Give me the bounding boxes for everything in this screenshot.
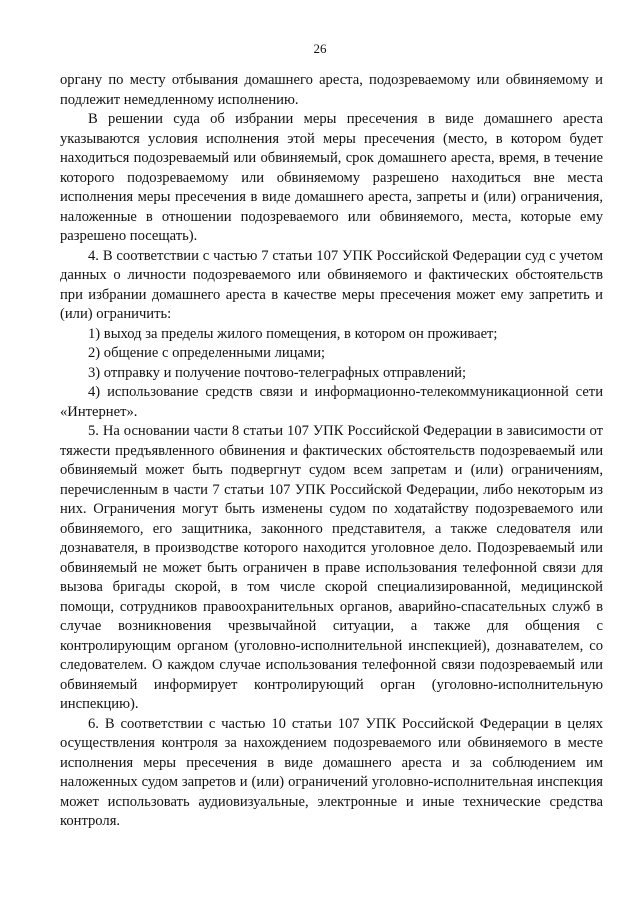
paragraph-4-restrictions: 4. В соответствии с частью 7 статьи 107 УПК Российской Федерации суд с учетом данных о личности подозреваемого или обвиняемого и фактических обстоятельств при избрании домашнего ареста в качестве меры пресечения может ему запретить и (или) ограничить: [60,247,603,322]
paragraph-continuation: органу по месту отбывания домашнего ареста, подозреваемому или обвиняемому и подлежит немедленному исполнению. [60,72,603,108]
list-item-2: 2) общение с определенными лицами; [88,345,326,361]
paragraph-court-decision-conditions: В решении суда об избрании меры пресечения в виде домашнего ареста указываются условия исполнения этой меры пресечения (место, в котором будет находиться подозреваемый или обвиняемый, срок домашнего ареста, время, в течение которого подозреваемому или обвиняемому разрешено находиться вне места исполнения меры пресечения в виде домашнего ареста, запреты и (или) ограничения, наложенные в отношении подозреваемого или обвиняемого, места, которые ему разрешено посещать). [60,111,603,244]
paragraph-5: 5. На основании части 8 статьи 107 УПК Российской Федерации в зависимости от тяжести предъявленного обвинения и фактических обстоятельств подозреваемый или обвиняемый может быть подвергнут судом всем запретам и (или) ограничениям, перечисленным в части 7 статьи 107 УПК Российской Федерации, либо некоторым из них. Ограничения могут быть изменены судом по ходатайству подозреваемого или обвиняемого, его защитника, законного представителя, а также следователя или дознавателя, в производстве которого находится уголовное дело. Подозреваемый или обвиняемый не может быть ограничен в праве использования телефонной связи для вызова бригады скорой, в том числе скорой специализированной, медицинской помощи, сотрудников правоохранительных органов, аварийно-спасательных служб в случае возникновения чрезвычайной ситуации, а также для общения с контролирующим органом (уголовно-исполнительной инспекцией), дознавателем, со следователем. О каждом случае использования телефонной связи подозреваемый или обвиняемый информирует контролирующий орган (уголовно-исполнительную инспекцию). [60,423,603,712]
paragraph-6: 6. В соответствии с частью 10 статьи 107 УПК Российской Федерации в целях осуществления контроля за нахождением подозреваемого или обвиняемого в месте исполнения меры пресечения в виде домашнего ареста и за соблюдением им наложенных судом запретов и (или) ограничений уголовно-исполнительная инспекция может использовать аудиовизуальные, электронные и иные технические средства контроля. [60,715,603,829]
list-item-1: 1) выход за пределы жилого помещения, в котором он проживает; [88,325,498,342]
document-body [60,71,603,832]
list-item-4: 4) использование средств связи и информационно-телекоммуникационной сети «Интернет». [60,384,603,420]
list-item-3: 3) отправку и получение почтово-телеграфных отправлений; [88,364,467,381]
page-number: 26 [313,41,327,56]
